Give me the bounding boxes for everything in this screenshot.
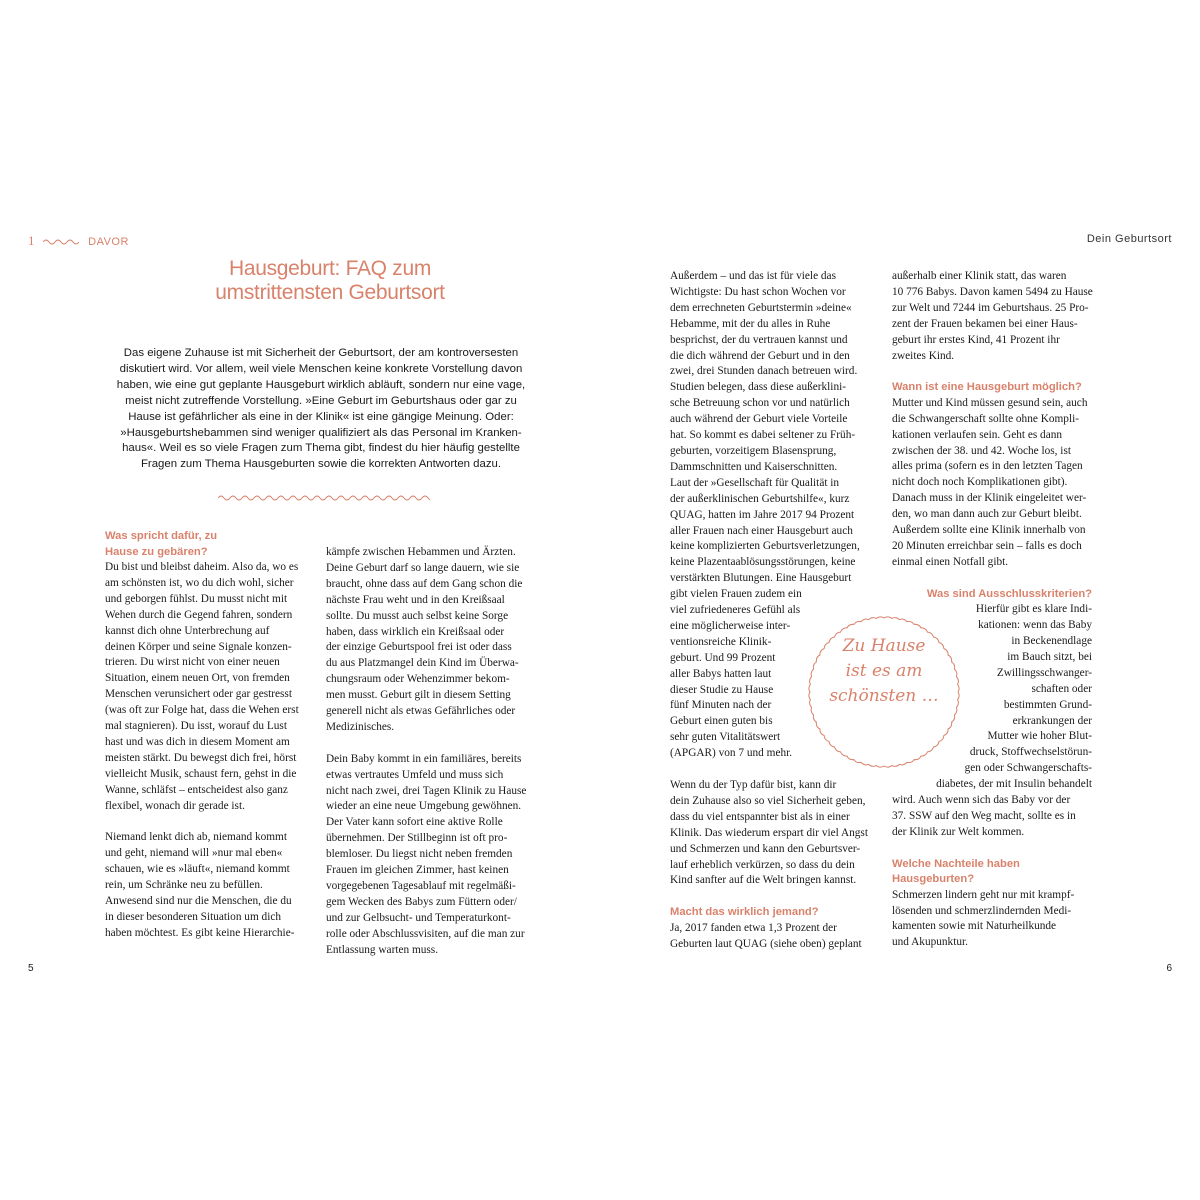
column-4 — [892, 269, 1102, 951]
paragraph — [892, 396, 1102, 571]
text-line: 10 776 Babys. Davon kamen 5494 zu Hause — [892, 285, 1093, 298]
text-line: schauen, wie es »läuft«, niemand kommt — [105, 863, 290, 876]
text-line: fünf Minuten nach der — [670, 699, 772, 712]
text-line: nicht nach zwei, drei Tagen Klinik zu Hause — [326, 784, 527, 797]
text-line: dein Zuhause also so viel Sicherheit geben, — [670, 794, 866, 807]
paragraph — [105, 830, 310, 941]
text-line: 37. SSW auf den Weg macht, sollte es in — [892, 809, 1076, 822]
text-line: viel zufriedeneres Gefühl als — [670, 604, 801, 617]
wavy-divider — [218, 494, 430, 502]
text-line: nicht doch noch Komplikationen gibt). — [892, 476, 1068, 489]
text-line: hast und was dich in diesem Moment am — [105, 735, 290, 748]
text-line: Niemand lenkt dich ab, niemand kommt — [105, 831, 287, 844]
quote-line: schönsten … — [829, 686, 939, 706]
text-line: hat. So kommt es dabei seltener zu Früh- — [670, 429, 856, 442]
text-line: alles prima (sofern es in den letzten Tagen — [892, 460, 1083, 473]
text-line: Der Vater kann sofort eine aktive Rolle — [326, 816, 503, 829]
text-line: chungsraum oder Wehenzimmer bekom- — [326, 673, 510, 686]
text-line: Entlassung warten muss. — [326, 943, 439, 956]
column-2 — [326, 545, 536, 959]
quote-line: ist es am — [845, 661, 923, 681]
pull-quote-text — [804, 634, 964, 709]
text-line: gen oder Schwangerschafts- — [964, 762, 1092, 775]
text-line: Zwillingsschwanger- — [996, 666, 1092, 679]
text-line: der Klinik zur Welt kommen. — [892, 825, 1025, 838]
text-line: besprichst, der du vertrauen kannst und — [670, 333, 848, 346]
text-line: rolle oder Abschlussvisiten, auf die man zur — [326, 927, 525, 940]
text-line: bestimmten Grund- — [1003, 698, 1092, 711]
page-number-right: 6 — [1166, 963, 1172, 974]
text-line: zwei, drei Stunden danach betreuen wird. — [670, 365, 858, 378]
text-line: die Schwangerschaft sollte ohne Kompli- — [892, 412, 1079, 425]
text-line: Außerdem – und das ist für viele das — [670, 270, 836, 282]
text-line: lauf erheblich verkürzen, so dass du dein — [670, 858, 855, 871]
text-line: erkrankungen der — [1012, 714, 1092, 727]
intro-line: Hause ist gefährlicher als eine in der Klinik« ist eine gängige Meinung. Oder: — [128, 410, 514, 423]
paragraph — [670, 921, 875, 953]
text-line: mal stagnieren). Du isst, worauf du Lust — [105, 720, 287, 733]
heading-line: Hause zu gebären? — [105, 545, 208, 558]
text-line: schaften oder — [1031, 682, 1092, 695]
paragraph — [892, 269, 1102, 364]
intro-line: diskutiert wird. Vor allem, weil viele Menschen keine konkrete Vorstellung davon — [119, 362, 523, 375]
text-line: kamenten sowie mit Naturheilkunde — [892, 920, 1057, 933]
text-line: zweites Kind. — [892, 349, 955, 362]
text-line: Anwesend sind nur die Menschen, die du — [105, 895, 292, 908]
text-line: Du bist und bleibst daheim. Also da, wo es — [105, 561, 299, 573]
intro-line: Fragen zum Thema Hausgeburten sowie die korrekten Antworten dazu. — [140, 458, 502, 471]
text-line: wird. Auch wenn sich das Baby vor der — [892, 794, 1071, 807]
heading-line: Welche Nachteile haben — [892, 857, 1020, 870]
text-line: Hierfür gibt es klare Indi- — [975, 603, 1092, 616]
text-line: keine komplizierten Geburtsverletzungen, — [670, 540, 860, 553]
text-line: wieder an eine neue Umgebung gewöhnen. — [326, 800, 522, 813]
section-heading — [892, 857, 1102, 888]
paragraph — [892, 888, 1102, 952]
text-line: geburt ihr erstes Kind, 41 Prozent ihr — [892, 333, 1060, 346]
text-line: zent der Frauen bekamen bei einer Haus- — [892, 317, 1078, 330]
text-line: diabetes, der mit Insulin behandelt — [936, 778, 1092, 791]
text-line: Wichtigste: Du hast schon Wochen vor — [670, 285, 846, 298]
chapter-label: DAVOR — [88, 236, 129, 248]
text-line: Dammschnitten und Kaiserschnitten. — [670, 460, 838, 473]
text-line: gibt vielen Frauen zudem ein — [670, 588, 802, 601]
text-line: vorgegebenen Tagesablauf mit regelmäßi- — [326, 880, 516, 893]
text-line: Klinik. Das wiederum erspart dir viel Angst — [670, 826, 868, 839]
text-line: dieser Studie zu Hause — [670, 683, 774, 696]
text-line: Frauen im gleichen Zimmer, hast keinen — [326, 864, 509, 877]
text-line: dass du viel entspannter bist als in einer — [670, 810, 850, 823]
text-line: gem Wecken des Babys zum Füttern oder/ — [326, 895, 517, 908]
text-line: verstärkten Blutungen. Eine Hausgeburt — [670, 572, 852, 585]
section-heading: Was sind Ausschlusskriterien? — [926, 587, 1092, 600]
text-line: und geborgen fühlst. Du musst nicht mit — [105, 592, 288, 605]
text-line: haben möchtest. Es gibt keine Hierarchie- — [105, 926, 295, 939]
section-heading: Macht das wirklich jemand? — [670, 906, 819, 919]
text-line: Wehen durch die Gegend fahren, sondern — [105, 608, 293, 621]
paragraph — [105, 560, 310, 815]
text-line: kationen verlaufen sein. Geht es dann — [892, 428, 1063, 441]
text-line: meisten stärkt. Du bewegst dich frei, hörst — [105, 751, 297, 764]
text-line: zur Welt und 7244 im Geburtshaus. 25 Pro- — [892, 301, 1089, 314]
text-line: aller Frauen nach einer Hausgeburt auch — [670, 524, 853, 537]
text-line: und zur Gelbsucht- und Temperaturkont- — [326, 911, 511, 924]
text-line: zwischen der 38. und 42. Woche los, ist — [892, 444, 1071, 457]
text-line: und Akupunktur. — [892, 936, 968, 949]
text-line: übernehmen. Der Stillbeginn ist oft pro- — [326, 832, 508, 845]
text-line: Dein Baby kommt in ein familiäres, bereits — [326, 752, 522, 765]
text-line: auch während der Geburt viele Vorteile — [670, 413, 848, 426]
text-line: Studien belegen, dass diese außerklini- — [670, 381, 846, 394]
paragraph — [670, 778, 875, 889]
text-line: und geht, niemand will »nur mal eben« — [105, 847, 283, 860]
text-line: aller Babys hatten laut — [670, 667, 772, 680]
text-line: dem errechneten Geburtstermin »deine« — [670, 301, 852, 314]
text-line: men musst. Geburt gilt in diesem Setting — [326, 689, 511, 702]
text-line: Hebamme, mit der du alles in Ruhe — [670, 317, 831, 330]
text-line: generell nicht als etwas Gefährliches oder — [326, 705, 516, 718]
wave-ornament-icon — [43, 238, 79, 246]
quote-line: Zu Hause — [842, 636, 926, 656]
text-line: braucht, ohne dass auf dem Gang schon die — [326, 577, 523, 590]
text-line: den, wo man dann auch zur Geburt bleibt. — [892, 508, 1082, 521]
text-line: eine möglicherweise inter- — [670, 619, 791, 632]
text-line: Laut der »Gesellschaft für Qualität in — [670, 476, 840, 489]
title-line: Hausgeburt: FAQ zum — [228, 257, 432, 280]
text-line: Kind sanfter auf die Welt bringen kannst. — [670, 874, 857, 887]
text-line: Danach muss in der Klinik eingeleitet wer- — [892, 492, 1087, 505]
intro-line: haben, wie eine gut geplante Hausgeburt wirklich abläuft, sondern nur eine vage, — [116, 378, 526, 391]
section-heading: Wann ist eine Hausgeburt möglich? — [892, 381, 1082, 394]
intro-line: »Hausgeburtshebammen sind weniger qualifiziert als das Personal im Kranken- — [120, 426, 522, 439]
text-line: außerhalb einer Klinik statt, das waren — [892, 270, 1067, 282]
text-line: vielleicht Musik, schaust fern, gehst in die — [105, 767, 297, 780]
text-line: Mutter wie hoher Blut- — [987, 730, 1092, 743]
article-title — [170, 257, 490, 305]
text-line: (was oft zur Folge hat, dass die Wehen erst — [105, 704, 299, 717]
chapter-marker — [28, 233, 129, 249]
text-line: in Beckenendlage — [1011, 635, 1092, 647]
heading-line: Was spricht dafür, zu — [105, 530, 218, 542]
intro-line: Das eigene Zuhause ist mit Sicherheit der Geburtsort, der am kontroversesten — [123, 347, 519, 359]
text-line: Ja, 2017 fanden etwa 1,3 Prozent der — [670, 921, 837, 934]
title-line: umstrittensten Geburtsort — [215, 281, 445, 304]
text-line: Situation, einem neuen Ort, von fremden — [105, 672, 290, 685]
text-line: QUAG, hatten im Jahre 2017 94 Prozent — [670, 508, 855, 521]
intro-line: haus«. Weil es so viele Fragen zum Thema gibt, findest du hier häufig gestellte — [122, 442, 520, 455]
text-line: im Bauch sitzt, bei — [1007, 650, 1092, 663]
text-line: trieren. Du wirst nicht von einer neuen — [105, 656, 280, 669]
text-line: einmal einen Notfall gibt. — [892, 555, 1009, 568]
section-heading — [105, 529, 310, 560]
text-line: in dieser besonderen Situation um dich — [105, 910, 282, 923]
text-line: Mutter und Kind müssen gesund sein, auch — [892, 396, 1088, 409]
text-line: Menschen verunsichert oder gar gestresst — [105, 688, 292, 701]
text-line: und Schmerzen und kann den Geburtsver- — [670, 842, 861, 855]
text-line: sche Betreuung schon vor und natürlich — [670, 397, 850, 410]
text-line: Wanne, schläfst – entscheidest also ganz — [105, 783, 288, 796]
text-line: Deine Geburt darf so lange dauern, wie sie — [326, 561, 520, 574]
text-line: die dich während der Geburt und in den — [670, 349, 850, 362]
text-line: ventionsreiche Klinik- — [670, 635, 772, 648]
text-line: geburt. Und 99 Prozent — [670, 651, 776, 664]
text-line: Medizinisches. — [326, 720, 395, 733]
running-head: Dein Geburtsort — [1086, 233, 1172, 245]
page-number-left: 5 — [28, 963, 34, 974]
pull-quote — [804, 612, 964, 772]
intro-paragraph — [112, 346, 530, 473]
text-line: Geburt einen guten bis — [670, 715, 773, 728]
chapter-number: 1 — [28, 233, 35, 248]
text-line: du aus Platzmangel dein Kind im Überwa- — [326, 657, 519, 670]
intro-line: meist nicht zutreffende Vorstellung. »Eine Geburt im Geburtshaus oder gar zu — [125, 394, 517, 407]
paragraph — [326, 545, 536, 736]
text-line: (APGAR) von 7 und mehr. — [670, 747, 793, 760]
text-line: rein, um Schränke neu zu befüllen. — [105, 879, 263, 892]
text-line: kationen: wenn das Baby — [978, 619, 1092, 632]
text-line: 20 Minuten erreichbar sein – falls es doch — [892, 539, 1082, 552]
text-line: Geburten laut QUAG (siehe oben) geplant — [670, 937, 862, 950]
text-line: Wenn du der Typ dafür bist, kann dir — [670, 778, 837, 791]
text-line: sollte. Du musst auch selbst keine Sorge — [326, 609, 509, 622]
text-line: druck, Stoffwechselstörun- — [969, 746, 1092, 759]
text-line: deinen Körper und seine Signale konzen- — [105, 640, 292, 653]
text-line: keine Plazentaablösungsstörungen, keine — [670, 556, 856, 569]
text-line: der außerklinischen Geburtshilfe«, kurz — [670, 492, 850, 505]
text-line: kämpfe zwischen Hebammen und Ärzten. — [326, 546, 516, 558]
column-3 — [670, 269, 875, 953]
text-line: sehr guten Vitalitätswert — [670, 731, 781, 744]
text-line: lösenden und schmerzlindernden Medi- — [892, 904, 1072, 917]
text-line: haben, dass wirklich ein Kreißsaal oder — [326, 625, 505, 638]
heading-line: Hausgeburten? — [892, 873, 975, 886]
paragraph — [326, 752, 536, 959]
text-line: geburten, vorzeitigem Blasensprung, — [670, 444, 837, 457]
paragraph — [892, 793, 1102, 841]
text-line: der einzige Geburtspool frei ist oder dass — [326, 641, 512, 654]
text-line: flexibel, wonach dir gerade ist. — [105, 799, 245, 812]
text-line: am schönsten ist, wo du dich wohl, sicher — [105, 576, 294, 589]
text-line: Außerdem sollte eine Klinik innerhalb von — [892, 524, 1086, 537]
text-line: Schmerzen lindern geht nur mit krampf- — [892, 888, 1075, 901]
text-line: kannst dich ohne Unterbrechung auf — [105, 624, 270, 637]
column-1 — [105, 529, 310, 942]
text-line: nächste Frau weht und in den Kreißsaal — [326, 593, 505, 606]
text-line: etwas vertrautes Umfeld und muss sich — [326, 768, 504, 781]
text-line: blemloser. Du liegst nicht neben fremden — [326, 848, 513, 861]
